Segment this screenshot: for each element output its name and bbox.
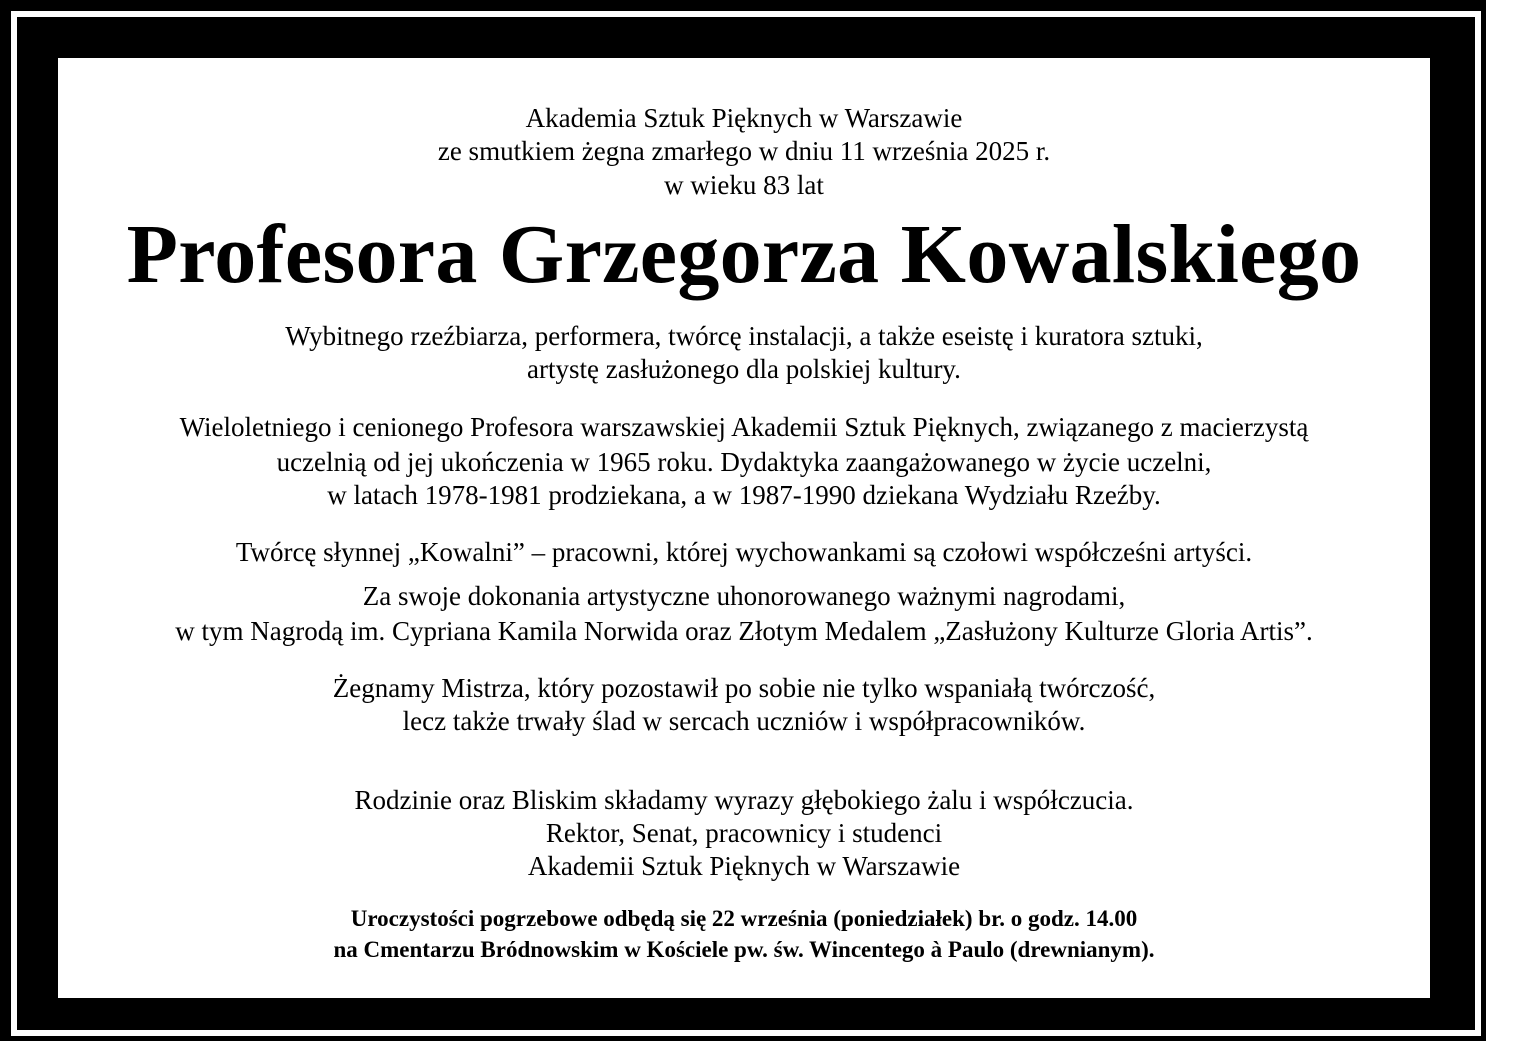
condolences-line: Rodzinie oraz Bliskim składamy wyrazy głębokiego żalu i współczucia. [354,785,1134,815]
farewell-line: Żegnamy Mistrza, który pozostawił po sobie nie tylko wspaniałą twórczość, [332,673,1156,703]
farewell-line: lecz także trwały ślad w sercach uczniów i współpracowników. [402,706,1086,736]
header-date-of-death: ze smutkiem żegna zmarłego w dniu 11 września 2025 r. [437,136,1051,166]
obituary-panel [58,58,1430,998]
funeral-place: na Cmentarzu Bródnowskim w Kościele pw. św. Wincentego à Paulo (drewnianym). [333,937,1155,962]
kowalnia-line: Twórcę słynnej „Kowalni” – pracowni, której wychowankami są czołowi współcześni artyści. [235,537,1253,567]
bio-line: artystę zasłużonego dla polskiej kultury. [527,354,961,384]
header-age: w wieku 83 lat [664,170,824,200]
funeral-time: Uroczystości pogrzebowe odbędą się 22 września (poniedziałek) br. o godz. 14.00 [350,906,1138,931]
career-line: Wieloletniego i cenionego Profesora warszawskiej Akademii Sztuk Pięknych, związanego z macierzystą [179,412,1309,442]
bio-line: Wybitnego rzeźbiarza, performera, twórcę instalacji, a także eseistę i kuratora sztuki, [285,321,1203,351]
deceased-name: Profesora Grzegorza Kowalskiego [126,208,1362,301]
awards-line: Za swoje dokonania artystyczne uhonorowanego ważnymi nagrodami, [362,581,1126,611]
career-line: uczelnią od jej ukończenia w 1965 roku. Dydaktyka zaangażowanego w życie uczelni, [276,447,1212,477]
signatories-line: Rektor, Senat, pracownicy i studenci [545,818,943,848]
header-institution: Akademia Sztuk Pięknych w Warszawie [525,103,963,133]
awards-line: w tym Nagrodą im. Cypriana Kamila Norwida oraz Złotym Medalem „Zasłużony Kulturze Gloria Artis”. [175,616,1313,646]
signatories-institution: Akademii Sztuk Pięknych w Warszawie [527,851,961,881]
career-line: w latach 1978-1981 prodziekana, a w 1987-1990 dziekana Wydziału Rzeźby. [327,480,1161,510]
